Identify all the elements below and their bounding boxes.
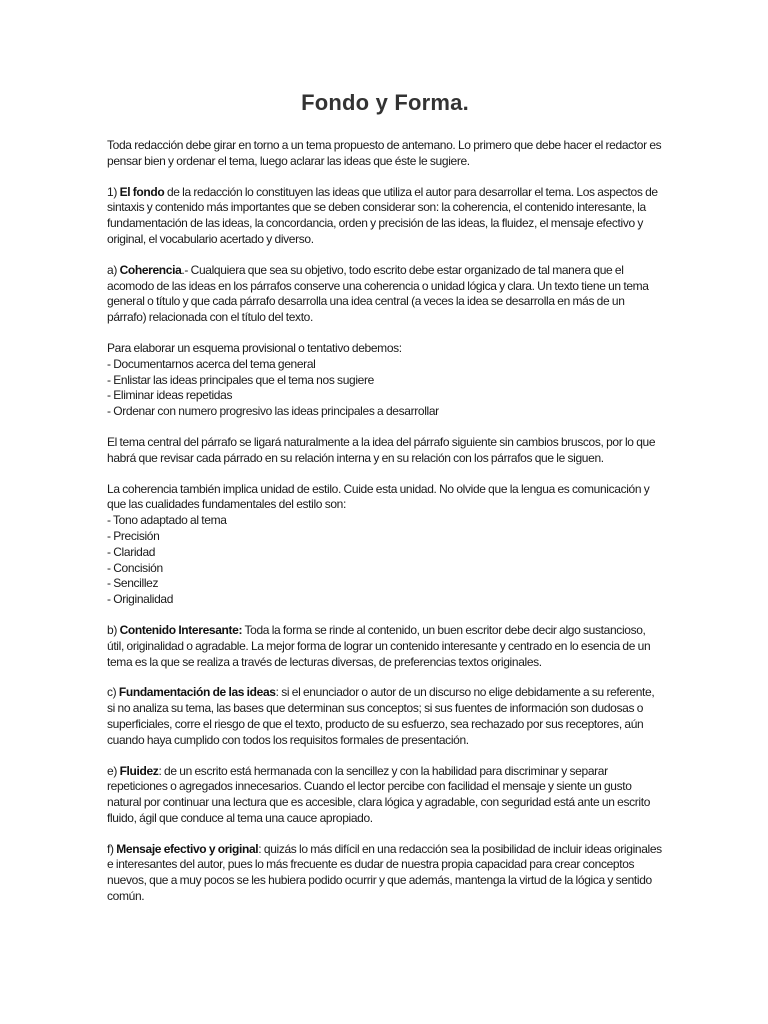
fondo-prefix: 1) — [107, 184, 120, 199]
list-item: - Concisión — [107, 561, 663, 577]
intro-paragraph: Toda redacción debe girar en torno a un tema propuesto de antemano. Lo primero que debe hacer el redactor es pensar bien y ordenar el tema, luego aclarar las ideas que éste le sugiere. — [107, 138, 662, 168]
contenido-term: Contenido Interesante: — [119, 622, 243, 637]
list-item: - Precisión — [107, 529, 663, 545]
fondo-paragraph — [107, 185, 663, 248]
coherencia-paragraph — [107, 263, 663, 326]
coherencia-prefix: a) — [107, 262, 120, 277]
fundamentacion-term: Fundamentación de las ideas — [118, 685, 276, 700]
fluidez-prefix: e) — [107, 763, 120, 778]
contenido-text: Toda la forma se rinde al contenido, un buen escritor debe decir algo sustancioso, útil, originalidad o agradable. La mejor forma de lograr un contenido interesante y centrado en lo esencia de un tema es la que se realiza a través de lecturas diversas, de preferencias textos originales. — [107, 622, 651, 669]
list-item: - Claridad — [107, 545, 663, 561]
list-item: - Ordenar con numero progresivo las ideas principales a desarrollar — [107, 404, 663, 420]
list-item: - Documentarnos acerca del tema general — [107, 357, 663, 373]
cualidades-list — [107, 513, 663, 608]
fondo-text: de la redacción lo constituyen las ideas que utiliza el autor para desarrollar el tema. Los aspectos de sintaxis y contenido más importantes que se deben considerar son: la coherencia, el contenido interesante, la fundamentación de las ideas, la concordancia, orden y precisión de las ideas, la fluidez, el mensaje efectivo y original, el vocabulario acertado y diverso. — [107, 184, 658, 246]
contenido-prefix: b) — [107, 622, 120, 637]
esquema-intro: Para elaborar un esquema provisional o tentativo debemos: — [107, 340, 402, 355]
fundamentacion-text: : si el enunciador o autor de un discurso no elige debidamente a su referente, si no analiza su tema, las bases que determinan sus conceptos; si sus fuentes de información son dudosas o superficiales, corre el riesgo de que el texto, producto de su esfuerzo, sea rechazado por sus receptores, aún cuando haya cumplido con todos los requisitos formales de presentación. — [107, 685, 655, 747]
document-title: Fondo y Forma. — [301, 90, 469, 115]
list-item: - Eliminar ideas repetidas — [107, 388, 663, 404]
fondo-term: El fondo — [119, 184, 165, 199]
list-item: - Enlistar las ideas principales que el tema nos sugiere — [107, 373, 663, 389]
list-item: - Sencillez — [107, 576, 663, 592]
fluidez-term: Fluidez — [119, 763, 159, 778]
document-page — [107, 90, 663, 920]
fundamentacion-prefix: c) — [107, 685, 119, 700]
tema-central-paragraph: El tema central del párrafo se ligará naturalmente a la idea del párrafo siguiente sin cambios bruscos, por lo que habrá que revisar cada párrado en su relación interna y en su relación con los párrafos que le siguen. — [107, 434, 656, 465]
coherencia-term: Coherencia — [119, 262, 182, 277]
contenido-paragraph — [107, 623, 663, 670]
fluidez-text: : de un escrito está hermanada con la sencillez y con la habilidad para discriminar y separar repeticiones o agregados innecesarios. Cuando el lector percibe con facilidad el mensaje y siente un gusto natural por continuar una lectura que es accesible, clara lógica y agradable, con seguridad está ante un escrito fluido, ágil que conduce al tema una cauce apropiado. — [107, 763, 651, 825]
fundamentacion-paragraph — [107, 685, 663, 748]
list-item: - Tono adaptado al tema — [107, 513, 663, 529]
coherencia-text: .- Cualquiera que sea su objetivo, todo escrito debe estar organizado de tal manera que el acomodo de las ideas en los párrafos conserve una coherencia o unidad lógica y clara. Un texto tiene un tema general o título y que cada párrafo desarrolla una idea central (a veces la idea se desarrolla en más de un párrafo) relacionada con el título del texto. — [107, 262, 649, 325]
cualidades-intro: La coherencia también implica unidad de estilo. Cuide esta unidad. No olvide que la lengua es comunicación y que las cualidades fundamentales del estilo son: — [107, 481, 650, 512]
fluidez-paragraph — [107, 764, 663, 827]
list-item: - Originalidad — [107, 592, 663, 608]
mensaje-paragraph — [107, 842, 663, 905]
mensaje-term: Mensaje efectivo y original — [116, 841, 259, 856]
mensaje-prefix: f) — [107, 841, 117, 856]
mensaje-text: : quizás lo más difícil en una redacción sea la posibilidad de incluir ideas originales e interesantes del autor, pues lo más frecuente es dudar de nuestra propia capacidad para crear conceptos nuevos, que a muy pocos se les hubiera podido ocurrir y que además, mantenga la virtud de la lógica y sentido común. — [107, 841, 662, 904]
esquema-list — [107, 357, 663, 420]
